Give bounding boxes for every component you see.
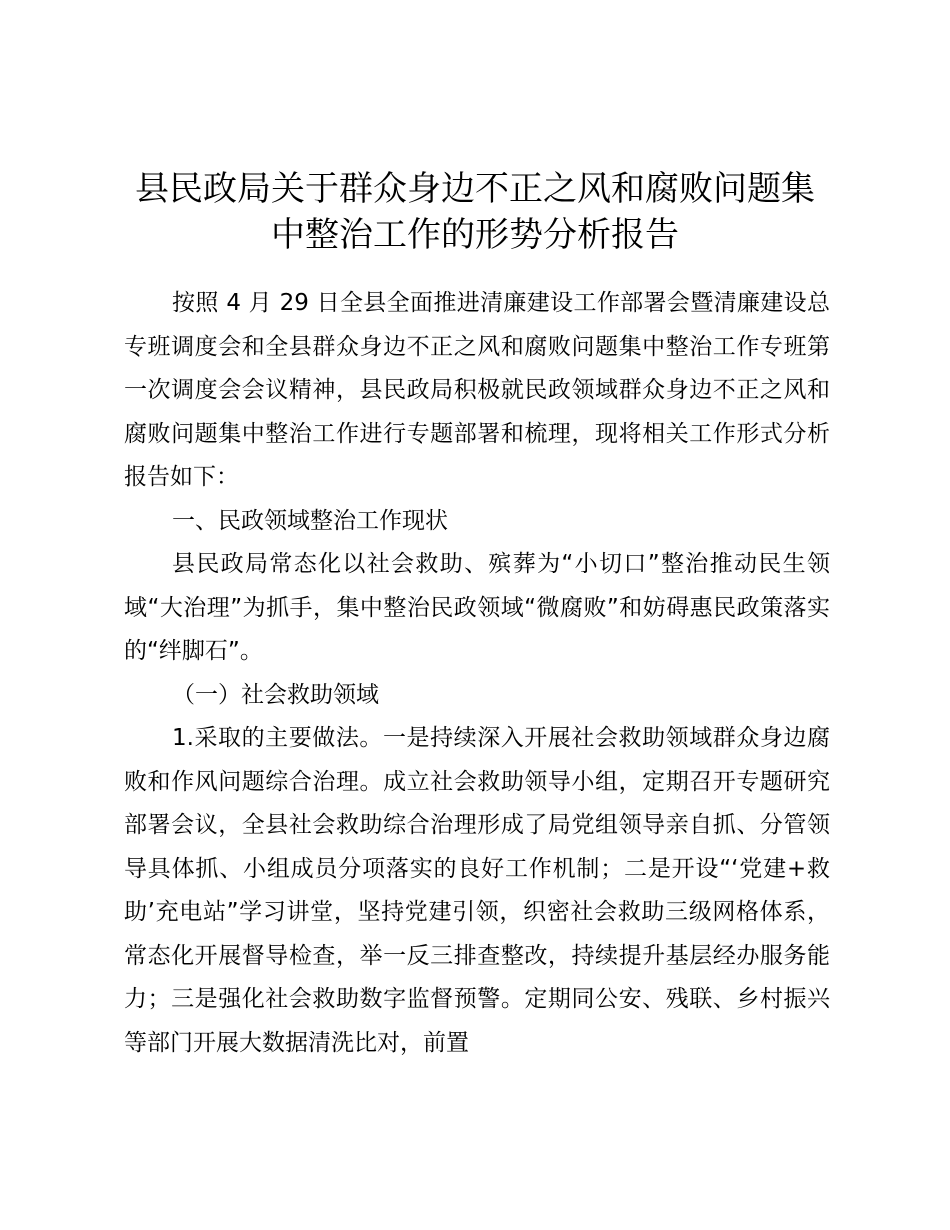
section-paragraph-1: 县民政局常态化以社会救助、殡葬为“小切口”整治推动民生领域“大治理”为抓手，集中整治民政领域“微腐败”和妨碍惠民政策落实的“绊脚石”。 (124, 551, 830, 664)
title-line-2: 中整治工作的形势分析报告 (271, 215, 679, 255)
subsection-heading-1: （一）社会救助领域 (172, 681, 379, 708)
title-line-1: 县民政局关于群众身边不正之风和腐败问题集 (135, 169, 815, 209)
section-heading-1: 一、民政领域整治工作现状 (172, 507, 448, 534)
document-body (124, 282, 830, 1065)
document-title (110, 166, 840, 258)
subsection-paragraph-1: 1.采取的主要做法。一是持续深入开展社会救助领域群众身边腐败和作风问题综合治理。成立社会救助领导小组，定期召开专题研究部署会议，全县社会救助综合治理形成了局党组领导亲自抓、分管领导具体抓、小组成员分项落实的良好工作机制；二是开设“‘党建+救助’充电站”学习讲堂，坚持党建引领，织密社会救助三级网格体系，常态化开展督导检查，举一反三排查整改，持续提升基层经办服务能力；三是强化社会救助数字监督预警。定期同公安、残联、乡村振兴等部门开展大数据清洗比对，前置 (124, 725, 830, 1056)
intro-paragraph: 按照 4 月 29 日全县全面推进清廉建设工作部署会暨清廉建设总专班调度会和全县群众身边不正之风和腐败问题集中整治工作专班第一次调度会会议精神，县民政局积极就民政领域群众身边不正之风和腐败问题集中整治工作进行专题部署和梳理，现将相关工作形式分析报告如下： (124, 290, 830, 490)
